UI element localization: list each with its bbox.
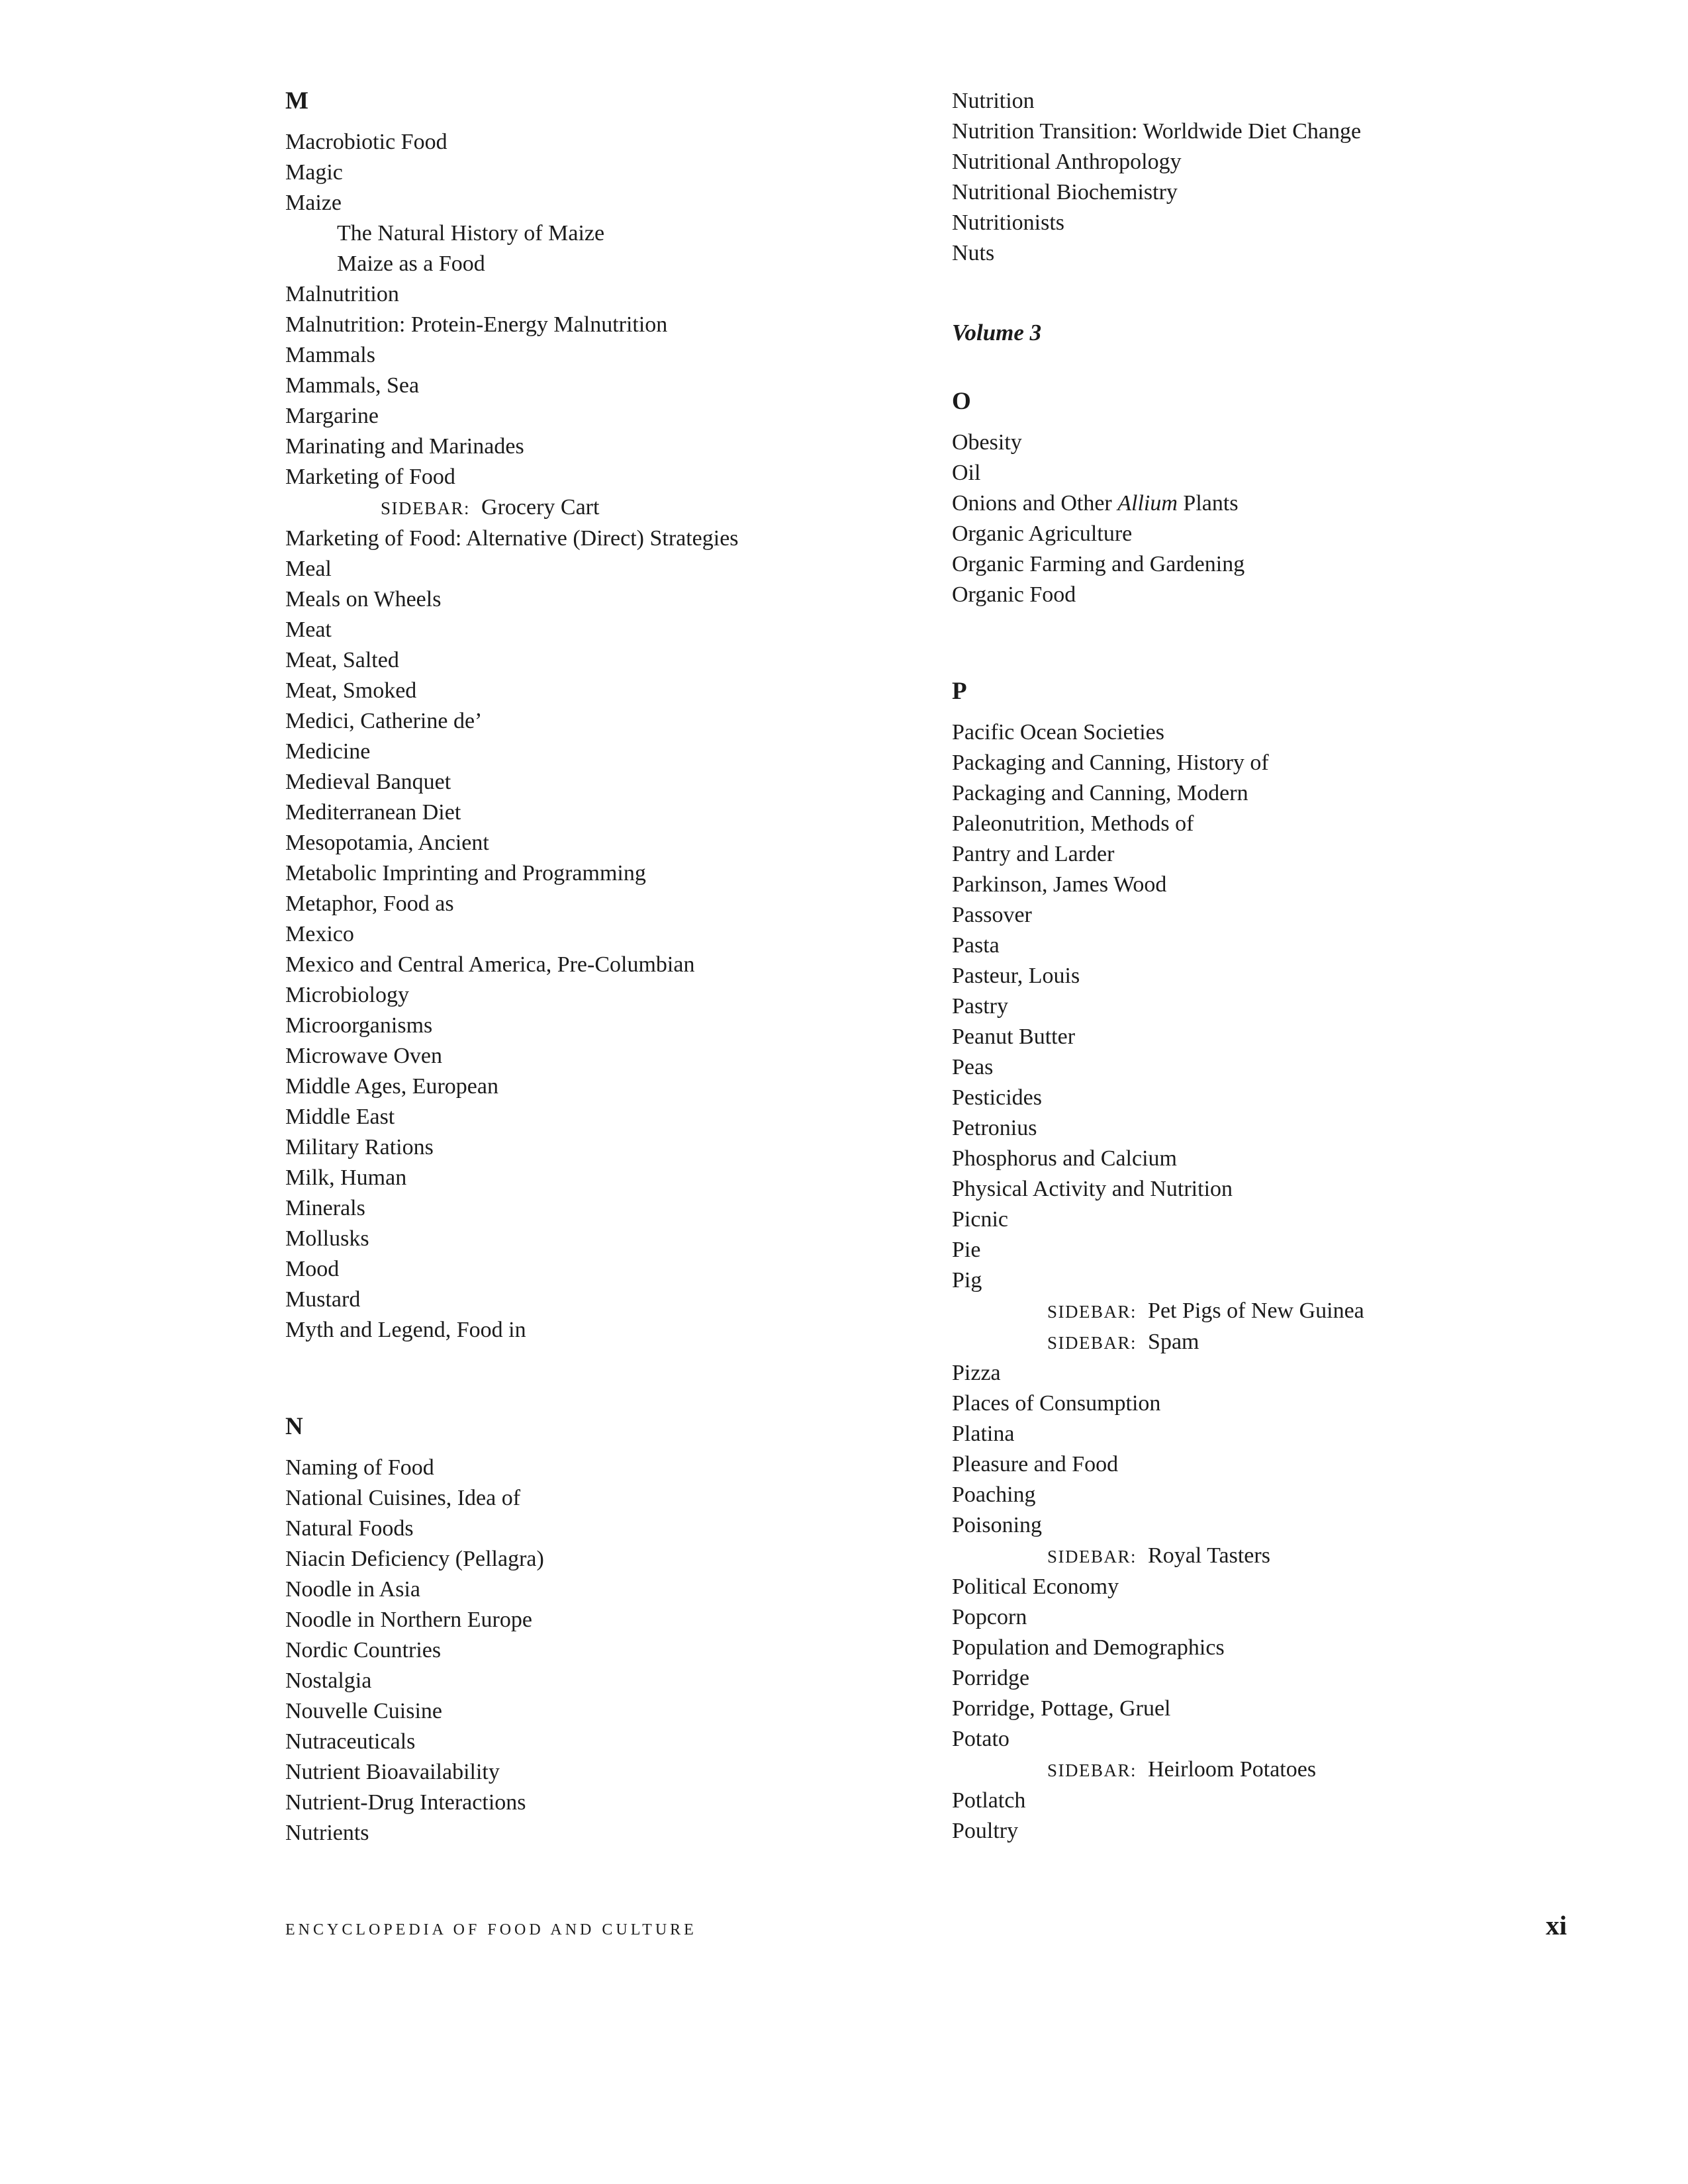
- index-entry: Minerals: [285, 1196, 365, 1220]
- index-entry: Nuts: [952, 241, 995, 265]
- index-entry: National Cuisines, Idea of: [285, 1486, 521, 1510]
- index-entry: Poultry: [952, 1819, 1019, 1843]
- index-entry: Middle Ages, European: [285, 1074, 498, 1099]
- left-column: [285, 86, 927, 1848]
- index-entry: Natural Foods: [285, 1516, 414, 1541]
- index-entry: Nutritionists: [952, 210, 1065, 235]
- index-entry: Organic Food: [952, 582, 1076, 607]
- index-sidebar-entry: SIDEBAR: Heirloom Potatoes: [1047, 1757, 1317, 1782]
- italic-term: Allium: [1117, 491, 1178, 516]
- index-entry: Nutrition: [952, 89, 1035, 113]
- index-entry: Microorganisms: [285, 1013, 433, 1038]
- index-entry: Pastry: [952, 994, 1008, 1019]
- section-letter-heading: P: [952, 678, 967, 705]
- index-entry: Nouvelle Cuisine: [285, 1699, 443, 1723]
- index-entry: Oil: [952, 461, 981, 485]
- index-entry: Onions and Other Allium Plants: [952, 491, 1239, 516]
- sidebar-label: SIDEBAR:: [1047, 1547, 1137, 1567]
- index-entry: Microwave Oven: [285, 1044, 442, 1068]
- index-entry: Medicine: [285, 739, 371, 764]
- index-entry: Poaching: [952, 1482, 1036, 1507]
- section-letter-heading: O: [952, 388, 971, 415]
- index-entry: Nutrients: [285, 1821, 369, 1845]
- index-entry: Pizza: [952, 1361, 1001, 1385]
- running-footer-title: ENCYCLOPEDIA OF FOOD AND CULTURE: [285, 1921, 697, 1938]
- right-column: [952, 86, 1574, 1846]
- index-sidebar-entry: SIDEBAR: Royal Tasters: [1047, 1543, 1270, 1568]
- index-entry: Metaphor, Food as: [285, 891, 454, 916]
- index-sidebar-entry: SIDEBAR: Pet Pigs of New Guinea: [1047, 1298, 1364, 1323]
- index-entry: Packaging and Canning, History of: [952, 751, 1269, 775]
- index-entry: Mustard: [285, 1287, 361, 1312]
- page-footer: [285, 1909, 1567, 1941]
- index-entry: Mexico and Central America, Pre-Columbian: [285, 952, 695, 977]
- index-entry: Niacin Deficiency (Pellagra): [285, 1547, 544, 1571]
- index-entry: Meat: [285, 617, 332, 642]
- index-entry: Pasta: [952, 933, 1000, 958]
- index-entry: Petronius: [952, 1116, 1037, 1140]
- index-entry: Noodle in Northern Europe: [285, 1608, 532, 1632]
- index-entry: Places of Consumption: [952, 1391, 1161, 1416]
- index-entry: Metabolic Imprinting and Programming: [285, 861, 646, 886]
- index-entry: Potlatch: [952, 1788, 1026, 1813]
- index-entry: Meals on Wheels: [285, 587, 442, 612]
- index-entry: Nutritional Biochemistry: [952, 180, 1178, 205]
- index-entry: Pasteur, Louis: [952, 964, 1080, 988]
- sidebar-label: SIDEBAR:: [1047, 1302, 1137, 1322]
- index-entry: Pesticides: [952, 1085, 1042, 1110]
- index-entry: Organic Agriculture: [952, 522, 1133, 546]
- section-letter-heading: M: [285, 87, 308, 114]
- index-entry: Myth and Legend, Food in: [285, 1318, 526, 1342]
- index-entry: Mammals: [285, 343, 375, 367]
- index-entry: Picnic: [952, 1207, 1008, 1232]
- index-entry: Pie: [952, 1238, 981, 1262]
- index-entry: Porridge: [952, 1666, 1030, 1690]
- index-sub-entry: The Natural History of Maize: [337, 221, 605, 246]
- index-entry: Macrobiotic Food: [285, 130, 447, 154]
- index-entry: Organic Farming and Gardening: [952, 552, 1245, 576]
- index-entry: Military Rations: [285, 1135, 434, 1160]
- index-entry: Peanut Butter: [952, 1024, 1076, 1049]
- index-entry: Marketing of Food: [285, 465, 455, 489]
- index-entry: Platina: [952, 1422, 1015, 1446]
- index-entry: Microbiology: [285, 983, 409, 1007]
- index-entry: Marinating and Marinades: [285, 434, 524, 459]
- index-entry: Mediterranean Diet: [285, 800, 461, 825]
- index-entry: Meat, Smoked: [285, 678, 417, 703]
- index-entry: Mexico: [285, 922, 354, 946]
- sidebar-label: SIDEBAR:: [1047, 1333, 1137, 1353]
- index-entry: Parkinson, James Wood: [952, 872, 1167, 897]
- index-entry: Passover: [952, 903, 1032, 927]
- index-entry: Nutritional Anthropology: [952, 150, 1182, 174]
- index-entry: Paleonutrition, Methods of: [952, 811, 1194, 836]
- index-entry: Noodle in Asia: [285, 1577, 420, 1602]
- index-entry: Phosphorus and Calcium: [952, 1146, 1177, 1171]
- index-entry: Population and Demographics: [952, 1635, 1225, 1660]
- index-entry: Margarine: [285, 404, 379, 428]
- index-entry: Milk, Human: [285, 1165, 407, 1190]
- index-entry: Nutraceuticals: [285, 1729, 416, 1754]
- sidebar-label: SIDEBAR:: [381, 498, 471, 518]
- index-entry: Nostalgia: [285, 1668, 372, 1693]
- index-entry: Medici, Catherine de’: [285, 709, 483, 733]
- sidebar-label: SIDEBAR:: [1047, 1760, 1137, 1780]
- index-entry: Mollusks: [285, 1226, 369, 1251]
- index-entry: Nutrient-Drug Interactions: [285, 1790, 526, 1815]
- page-number: xi: [1546, 1910, 1567, 1940]
- index-sub-entry: Maize as a Food: [337, 251, 485, 276]
- index-entry: Packaging and Canning, Modern: [952, 781, 1248, 805]
- index-entry: Malnutrition: Protein-Energy Malnutrition: [285, 312, 668, 337]
- index-entry: Mammals, Sea: [285, 373, 420, 398]
- index-entry: Obesity: [952, 430, 1022, 455]
- index-entry: Nordic Countries: [285, 1638, 442, 1662]
- index-entry: Potato: [952, 1727, 1009, 1751]
- index-entry: Meat, Salted: [285, 648, 399, 672]
- index-entry: Political Economy: [952, 1574, 1119, 1599]
- index-entry: Mesopotamia, Ancient: [285, 831, 489, 855]
- index-entry: Meal: [285, 557, 332, 581]
- index-entry: Poisoning: [952, 1513, 1043, 1537]
- index-entry: Malnutrition: [285, 282, 399, 306]
- index-entry: Marketing of Food: Alternative (Direct) Strategies: [285, 526, 739, 551]
- index-sidebar-entry: SIDEBAR: Spam: [1047, 1330, 1199, 1354]
- index-entry: Popcorn: [952, 1605, 1027, 1629]
- index-entry: Magic: [285, 160, 343, 185]
- section-letter-heading: N: [285, 1413, 303, 1440]
- index-entry: Porridge, Pottage, Gruel: [952, 1696, 1171, 1721]
- index-entry: Pacific Ocean Societies: [952, 720, 1164, 745]
- index-entry: Medieval Banquet: [285, 770, 451, 794]
- index-entry: Naming of Food: [285, 1455, 434, 1480]
- index-entry: Pleasure and Food: [952, 1452, 1119, 1477]
- index-entry: Mood: [285, 1257, 340, 1281]
- index-entry: Maize: [285, 191, 342, 215]
- volume-heading: Volume 3: [952, 320, 1042, 345]
- index-entry: Nutrition Transition: Worldwide Diet Change: [952, 119, 1362, 144]
- index-sidebar-entry: SIDEBAR: Grocery Cart: [381, 495, 600, 520]
- index-entry: Middle East: [285, 1105, 395, 1129]
- index-entry: Physical Activity and Nutrition: [952, 1177, 1233, 1201]
- index-entry: Nutrient Bioavailability: [285, 1760, 500, 1784]
- index-entry: Pantry and Larder: [952, 842, 1115, 866]
- index-entry: Peas: [952, 1055, 994, 1079]
- index-entry: Pig: [952, 1268, 982, 1293]
